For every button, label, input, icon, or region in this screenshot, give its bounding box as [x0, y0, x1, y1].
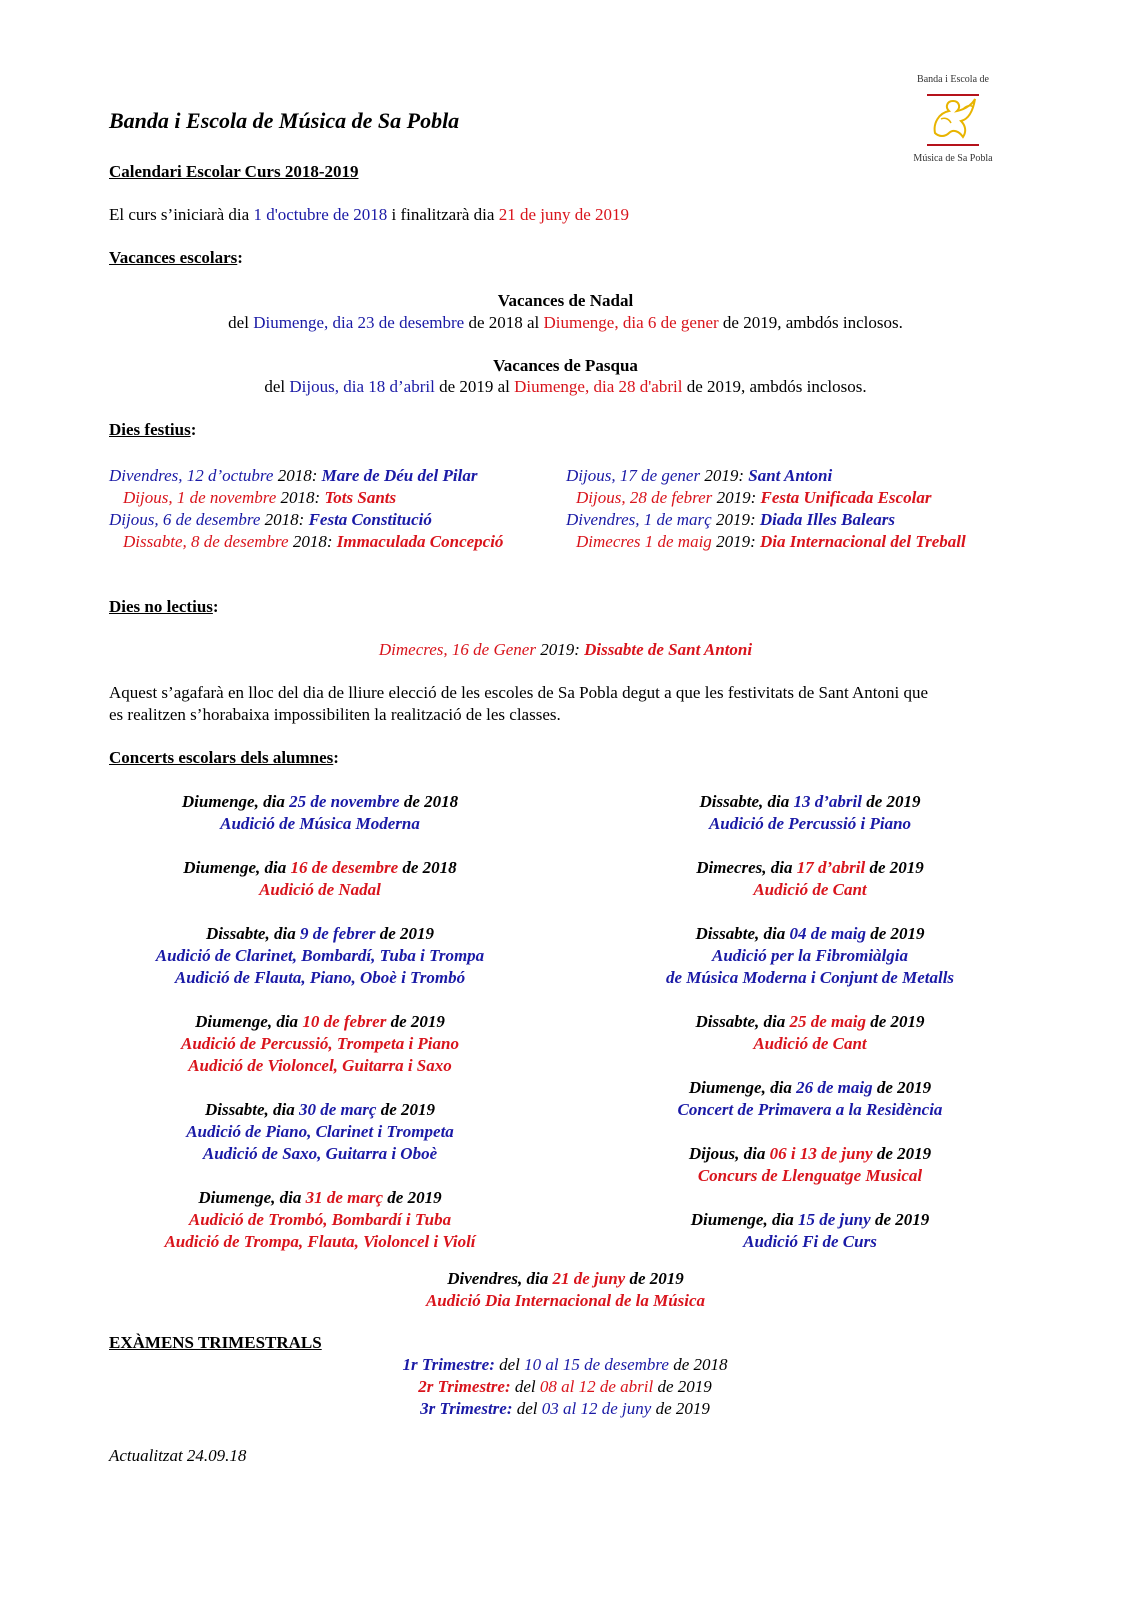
exams-heading: EXÀMENS TRIMESTRALS	[109, 1333, 322, 1352]
concert-date: Dissabte, dia 04 de maig de 2019	[695, 924, 925, 943]
concert-description: Audició de Percussió, Trompeta i Piano	[181, 1034, 459, 1053]
concert-date: Diumenge, dia 16 de desembre de 2018	[183, 858, 457, 877]
concert-description: Audició de Piano, Clarinet i Trompeta	[186, 1122, 454, 1141]
holiday-item: Dimecres 1 de maig 2019: Dia Internacional del Treball	[576, 532, 966, 551]
holiday-item: Dijous, 1 de novembre 2018: Tots Sants	[123, 488, 397, 507]
exam-item: 1r Trimestre: del 10 al 15 de desembre de 2018	[402, 1355, 728, 1374]
concert-item	[600, 1209, 1020, 1253]
concert-description: Audició per la Fibromiàlgia	[712, 946, 908, 965]
concert-date: Dijous, dia 06 i 13 de juny de 2019	[688, 1144, 932, 1163]
festius-left-list	[109, 465, 503, 553]
concerts-left-column	[110, 791, 530, 1275]
pasqua-title: Vacances de Pasqua	[493, 356, 638, 375]
concert-description: Concurs de Llenguatge Musical	[697, 1166, 923, 1185]
concert-date: Diumenge, dia 26 de maig de 2019	[688, 1078, 932, 1097]
concert-item	[110, 857, 530, 901]
school-logo	[908, 74, 998, 174]
concert-date: Dissabte, dia 9 de febrer de 2019	[205, 924, 435, 943]
concert-item	[110, 791, 530, 835]
concert-item	[110, 1011, 530, 1077]
intro-line: El curs s’iniciarà dia 1 d'octubre de 2018 i finalitzarà dia 21 de juny de 2019	[109, 205, 630, 224]
concert-description: Audició de Clarinet, Bombardí, Tuba i Trompa	[155, 946, 485, 965]
page-title: Banda i Escola de Música de Sa Pobla	[109, 108, 460, 133]
concert-item	[110, 1099, 530, 1165]
concert-item	[600, 1077, 1020, 1121]
concert-date: Dissabte, dia 30 de març de 2019	[205, 1100, 435, 1119]
concert-item	[600, 857, 1020, 901]
concert-description: de Música Moderna i Conjunt de Metalls	[665, 968, 955, 987]
updated-note: Actualitzat 24.09.18	[109, 1446, 247, 1465]
festius-right-list	[566, 465, 966, 553]
exams-list	[300, 1354, 830, 1420]
concert-description: Audició de Música Moderna	[220, 814, 420, 833]
exam-item: 3r Trimestre: del 03 al 12 de juny de 2019	[420, 1399, 710, 1418]
concerts-right-column	[600, 791, 1020, 1275]
logo-top-text: Banda i Escola de	[917, 74, 989, 85]
concert-date: Diumenge, dia 31 de març de 2019	[198, 1188, 442, 1207]
concert-description: Audició de Cant	[753, 1034, 867, 1053]
course-end-date: 21 de juny de 2019	[498, 205, 630, 224]
logo-bottom-text: Música de Sa Pobla	[913, 153, 993, 164]
holiday-item: Dijous, 17 de gener 2019: Sant Antoni	[566, 466, 833, 485]
concert-item	[110, 1187, 530, 1253]
concert-date: Diumenge, dia 15 de juny de 2019	[690, 1210, 930, 1229]
concert-description: Audició de Violoncel, Guitarra i Saxo	[188, 1056, 452, 1075]
nadal-dates: del Diumenge, dia 23 de desembre de 2018 al Diumenge, dia 6 de gener de 2019, ambdós inclosos.	[228, 313, 903, 332]
concert-date: Diumenge, dia 25 de novembre de 2018	[181, 792, 459, 811]
concert-description: Audició de Percussió i Piano	[708, 814, 912, 833]
no-lectius-text-1: Aquest s’agafarà en lloc del dia de lliure elecció de les escoles de Sa Pobla degut a que les festivitats de Sant Antoni que	[109, 683, 929, 702]
holiday-item: Dissabte, 8 de desembre 2018: Immaculada Concepció	[123, 532, 504, 551]
concert-item	[110, 923, 530, 989]
concert-date: Dissabte, dia 13 d’abril de 2019	[699, 792, 921, 811]
concert-description: Concert de Primavera a la Residència	[677, 1100, 943, 1119]
no-lectius-text-2: es realitzen s’horabaixa impossibiliten la realització de les classes.	[109, 705, 561, 724]
concert-description: Audició de Flauta, Piano, Oboè i Trombó	[174, 968, 466, 987]
concert-date: Dimecres, dia 17 d’abril de 2019	[696, 858, 924, 877]
course-start-date: 1 d'octubre de 2018	[253, 205, 388, 224]
concert-item	[600, 923, 1020, 989]
concert-description: Audició de Nadal	[259, 880, 381, 899]
calendar-heading: Calendari Escolar Curs 2018-2019	[109, 162, 359, 181]
festius-heading: Dies festius:	[109, 420, 197, 439]
concert-description: Audició de Saxo, Guitarra i Oboè	[202, 1144, 438, 1163]
concert-description: Audició de Trompa, Flauta, Violoncel i Violí	[164, 1232, 476, 1251]
holiday-item: Divendres, 12 d’octubre 2018: Mare de Déu del Pilar	[109, 466, 478, 485]
exam-item: 2r Trimestre: del 08 al 12 de abril de 2019	[418, 1377, 712, 1396]
nadal-title: Vacances de Nadal	[497, 291, 634, 310]
holiday-item: Dijous, 28 de febrer 2019: Festa Unificada Escolar	[576, 488, 932, 507]
concert-final: Divendres, dia 21 de juny de 2019 Audició Dia Internacional de la Música	[425, 1269, 706, 1310]
holiday-item: Dijous, 6 de desembre 2018: Festa Constitució	[109, 510, 432, 529]
griffin-icon	[923, 89, 983, 149]
concert-description: Audició de Trombó, Bombardí i Tuba	[188, 1210, 452, 1229]
concert-description: Audició Fi de Curs	[743, 1232, 877, 1251]
concert-item	[600, 1011, 1020, 1055]
concert-item	[600, 1143, 1020, 1187]
no-lectius-day: Dimecres, 16 de Gener 2019: Dissabte de Sant Antoni	[378, 640, 753, 659]
concert-description: Audició de Cant	[753, 880, 867, 899]
concert-date: Dissabte, dia 25 de maig de 2019	[695, 1012, 925, 1031]
no-lectius-heading: Dies no lectius:	[109, 597, 219, 616]
concerts-heading: Concerts escolars dels alumnes:	[109, 748, 339, 767]
concert-item	[600, 791, 1020, 835]
holiday-item: Divendres, 1 de març 2019: Diada Illes Balears	[566, 510, 895, 529]
concert-date: Diumenge, dia 10 de febrer de 2019	[195, 1012, 445, 1031]
vacances-heading: Vacances escolars:	[109, 248, 243, 267]
pasqua-dates: del Dijous, dia 18 d’abril de 2019 al Diumenge, dia 28 d'abril de 2019, ambdós inclosos.	[264, 377, 867, 396]
